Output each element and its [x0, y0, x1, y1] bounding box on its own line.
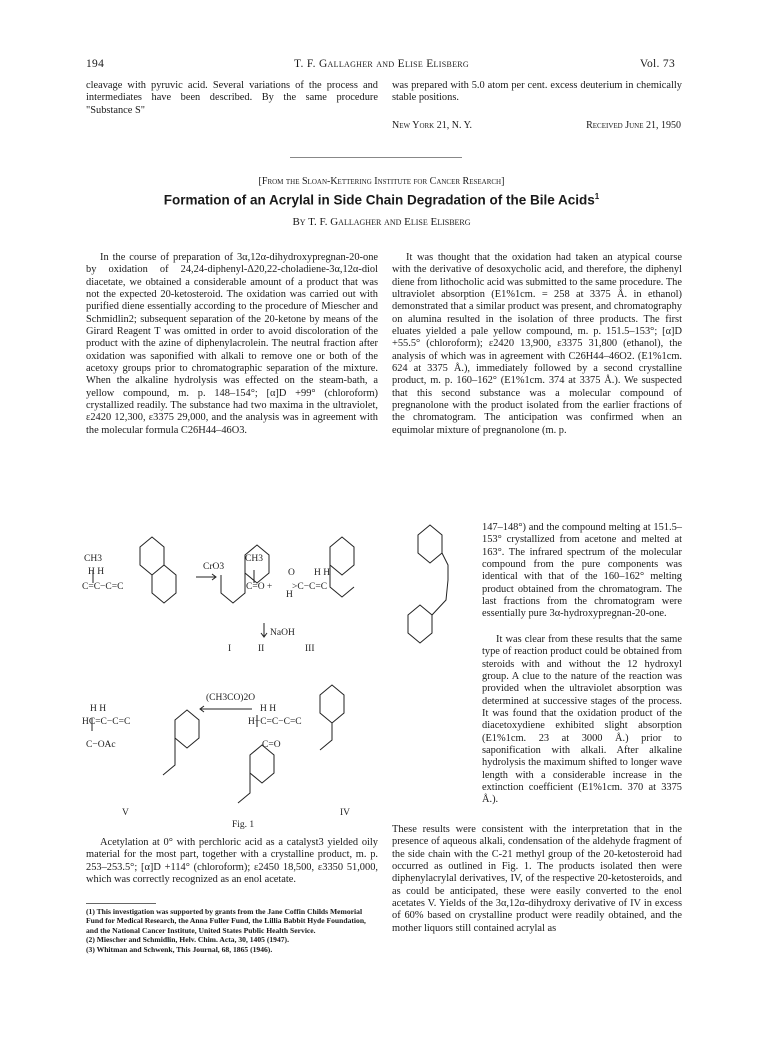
fig-label-IV: IV	[340, 808, 351, 818]
reaction-scheme-figure	[80, 525, 385, 830]
right-paragraph-1-cont: 147–148°) and the compound melting at 151.5–153° crystallized from acetone and melted at 163°. The infrared spectrum of the molecular compound from the pure components was identical with that of the 160–162° melting product obtained from the chromatogram. The last fractions from the chromatogram were essentially pure 3α-hydroxypregnan-20-one.	[482, 522, 682, 620]
fig-label-chain-3: >C−C=C	[292, 582, 328, 592]
fig-label-co: C=O +	[246, 582, 273, 592]
section-divider	[290, 157, 462, 158]
prev-article-received: Received June 21, 1950	[586, 120, 681, 131]
prev-article-address: New York 21, N. Y.	[392, 120, 473, 131]
fig-label-cro3: CrO3	[203, 562, 225, 572]
fig-label-chain-4: H−C=C−C=C	[248, 717, 302, 727]
steroid-I-rings	[140, 537, 176, 603]
right-structure-sketch	[388, 520, 478, 670]
running-head-authors: T. F. Gallagher and Elise Elisberg	[294, 58, 469, 70]
title-footnote-marker: 1	[594, 192, 600, 201]
arrow-cro3	[196, 574, 216, 580]
fig-label-chain-5: HC=C−C=C	[82, 717, 131, 727]
footnote-3: (3) Whitman and Schwenk, This Journal, 68, 1865 (1946).	[86, 944, 273, 954]
fig-label-hh-2: H H	[314, 568, 331, 578]
fig-label-ceqo: C=O	[262, 740, 281, 750]
right-paragraph-2: It was clear from these results that the same type of reaction product could be obtained from steroids with and without the 12 hydroxyl group. A clue to the nature of the reaction was provided when the ultraviolet absorption was determined at successive stages of the process. It was found that the oxidation product of the diacetoxydiene exhibited slight absorption (E1%1cm. 23 at 3000 Å.) prior to saponification with alkali. After alkaline hydrolysis the maximum shifted to longer wave length with a considerable increase in the extinction coefficient (E1%1cm. 370 at 3375 Å.).	[482, 634, 682, 806]
prev-article-right: was prepared with 5.0 atom per cent. excess deuterium in chemically stable positions.	[392, 80, 682, 104]
fig-label-chain-1: C=C−C=C	[82, 582, 124, 592]
institution-line: [From the Sloan-Kettering Institute for Cancer Research]	[258, 176, 505, 187]
byline: By T. F. Gallagher and Elise Elisberg	[292, 216, 471, 228]
fig-label-o: O	[288, 568, 295, 578]
right-paragraph-1: It was thought that the oxidation had taken an atypical course with the derivative of desoxycholic acid, and therefore, the diphenyl diene from lithocholic acid was submitted to the same procedure. The ultraviolet absorption (E1%1cm. = 258 at 3375 Å. in ethanol) demonstrated that a similar product was present, and chromatography on alumina resulted in the isolation of three products. The first eluates yielded a pale yellow compound, m. p. 151.5–153°; [α]D +55.5° (chloroform); ε2420 13,900, ε3375 31,800 (ethanol), the analysis of which was in agreement with C26H44–46O2. (E1%1cm. 624 at 3375 Å.), immediately followed by a second crystalline product, m. p. 160–162° (E1%1cm. 374 at 3375 Å.). We suspected that this second substance was a molecular compound of pregnanolone with the product isolated from the earlier fractions of the chromatogram. The anticipation was confirmed when an equimolar mixture of pregnanolone (m. p.	[392, 252, 682, 436]
connector-bonds	[432, 553, 448, 615]
article-title-text: Formation of an Acrylal in Side Chain Degradation of the Bile Acids	[163, 192, 595, 208]
fig-label-hh-4: H H	[260, 704, 277, 714]
footnotes	[86, 907, 378, 954]
steroid-V-rings	[163, 710, 199, 775]
fig-label-ch3-a: CH3	[84, 554, 102, 564]
steroid-III-rings	[330, 537, 354, 597]
phenyl-ring-a	[418, 525, 442, 563]
page-number: 194	[86, 58, 105, 70]
arrow-ac2o	[200, 706, 252, 712]
footnote-1: (1) This investigation was supported by grants from the Jane Coffin Childs Memorial Fund for Medical Research, the Anna Fuller Fund, the Lillia Babbit Hyde Foundation, and the National Cancer Institute, United States Public Health Service.	[86, 907, 366, 935]
fig-label-hh-3: H H	[90, 704, 107, 714]
fig-label-V: V	[122, 808, 129, 818]
article-title	[0, 192, 763, 208]
fig-label-ch3-b: CH3	[245, 554, 263, 564]
left-paragraph-1: In the course of preparation of 3α,12α-dihydroxypregnan-20-one by oxidation of 24,24-diphenyl-Δ20,22-choladiene-3α,12α-diol diacetate, we obtained a considerable amount of a product that was not the expected 20-ketosteroid. The oxidation was carried out with purified diene essentially according to the procedure of Miescher and Schmidlin2; subsequent separation of the 20-ketone by means of the Girard Reagent T was omitted in order to avoid discoloration of the product with the azine of diphenylacrolein. The neutral fraction after oxidation was saponified with alkali to remove one or both of the acetoxy groups prior to chromatographic separation of the mixture. When the alkaline hydrolysis was effected on the steam-bath, a yellow compound, m. p. 148–154°; [α]D +99° (chloroform) crystallized readily. The substance had two maxima in the ultraviolet, ε2420 12,300, ε3375 29,000, and the analysis was in agreement with the molecular formula C26H44–46O3.	[86, 252, 378, 436]
footnote-2: (2) Miescher and Schmidlin, Helv. Chim. Acta, 30, 1405 (1947).	[86, 935, 289, 945]
fig-label-coac: C−OAc	[86, 740, 116, 750]
prev-article-left: cleavage with pyruvic acid. Several variations of the process and intermediates have been described. By the same procedure "Substance S"	[86, 80, 378, 116]
footnote-rule	[86, 903, 156, 904]
fig-label-I: I	[228, 644, 232, 654]
left-paragraph-2: Acetylation at 0° with perchloric acid as a catalyst3 yielded oily material for the most part, together with a crystalline product, m. p. 253–253.5°; [α]D +114° (chloroform); ε2450 18,500, ε3350 51,000, which was correctly recognized as an enol acetate.	[86, 837, 378, 886]
phenyl-ring-b	[408, 605, 432, 643]
fig-label-hh-1: H H	[88, 567, 105, 577]
diphenyl-ring-right	[320, 685, 344, 750]
fig-label-ac2o: (CH3CO)2O	[206, 693, 256, 703]
volume-number: Vol. 73	[639, 58, 675, 70]
fig-label-h: H	[286, 590, 293, 600]
figure-caption: Fig. 1	[232, 820, 255, 830]
arrow-naoh	[261, 623, 267, 637]
fig-label-naoh: NaOH	[270, 628, 295, 638]
fig-label-III: III	[305, 644, 315, 654]
fig-label-II: II	[258, 644, 265, 654]
steroid-IV-rings	[238, 745, 274, 803]
right-paragraph-2-cont: These results were consistent with the interpretation that in the presence of aqueous alkali, condensation of the aldehyde fragment of the side chain with the C-21 methyl group of the 20-ketosteroid had occurred as outlined in Fig. 1. The products isolated then were diphenylacrylal derivatives, IV, of the respective 20-ketosteroids, and as could be anticipated, these were easily converted to the enol acetates V. Yields of the 3α,12α-dihydroxy derivative of IV in excess of 60% based on crystalline product were readily obtained, and the mother liquors still contained acrylal as	[392, 824, 682, 934]
